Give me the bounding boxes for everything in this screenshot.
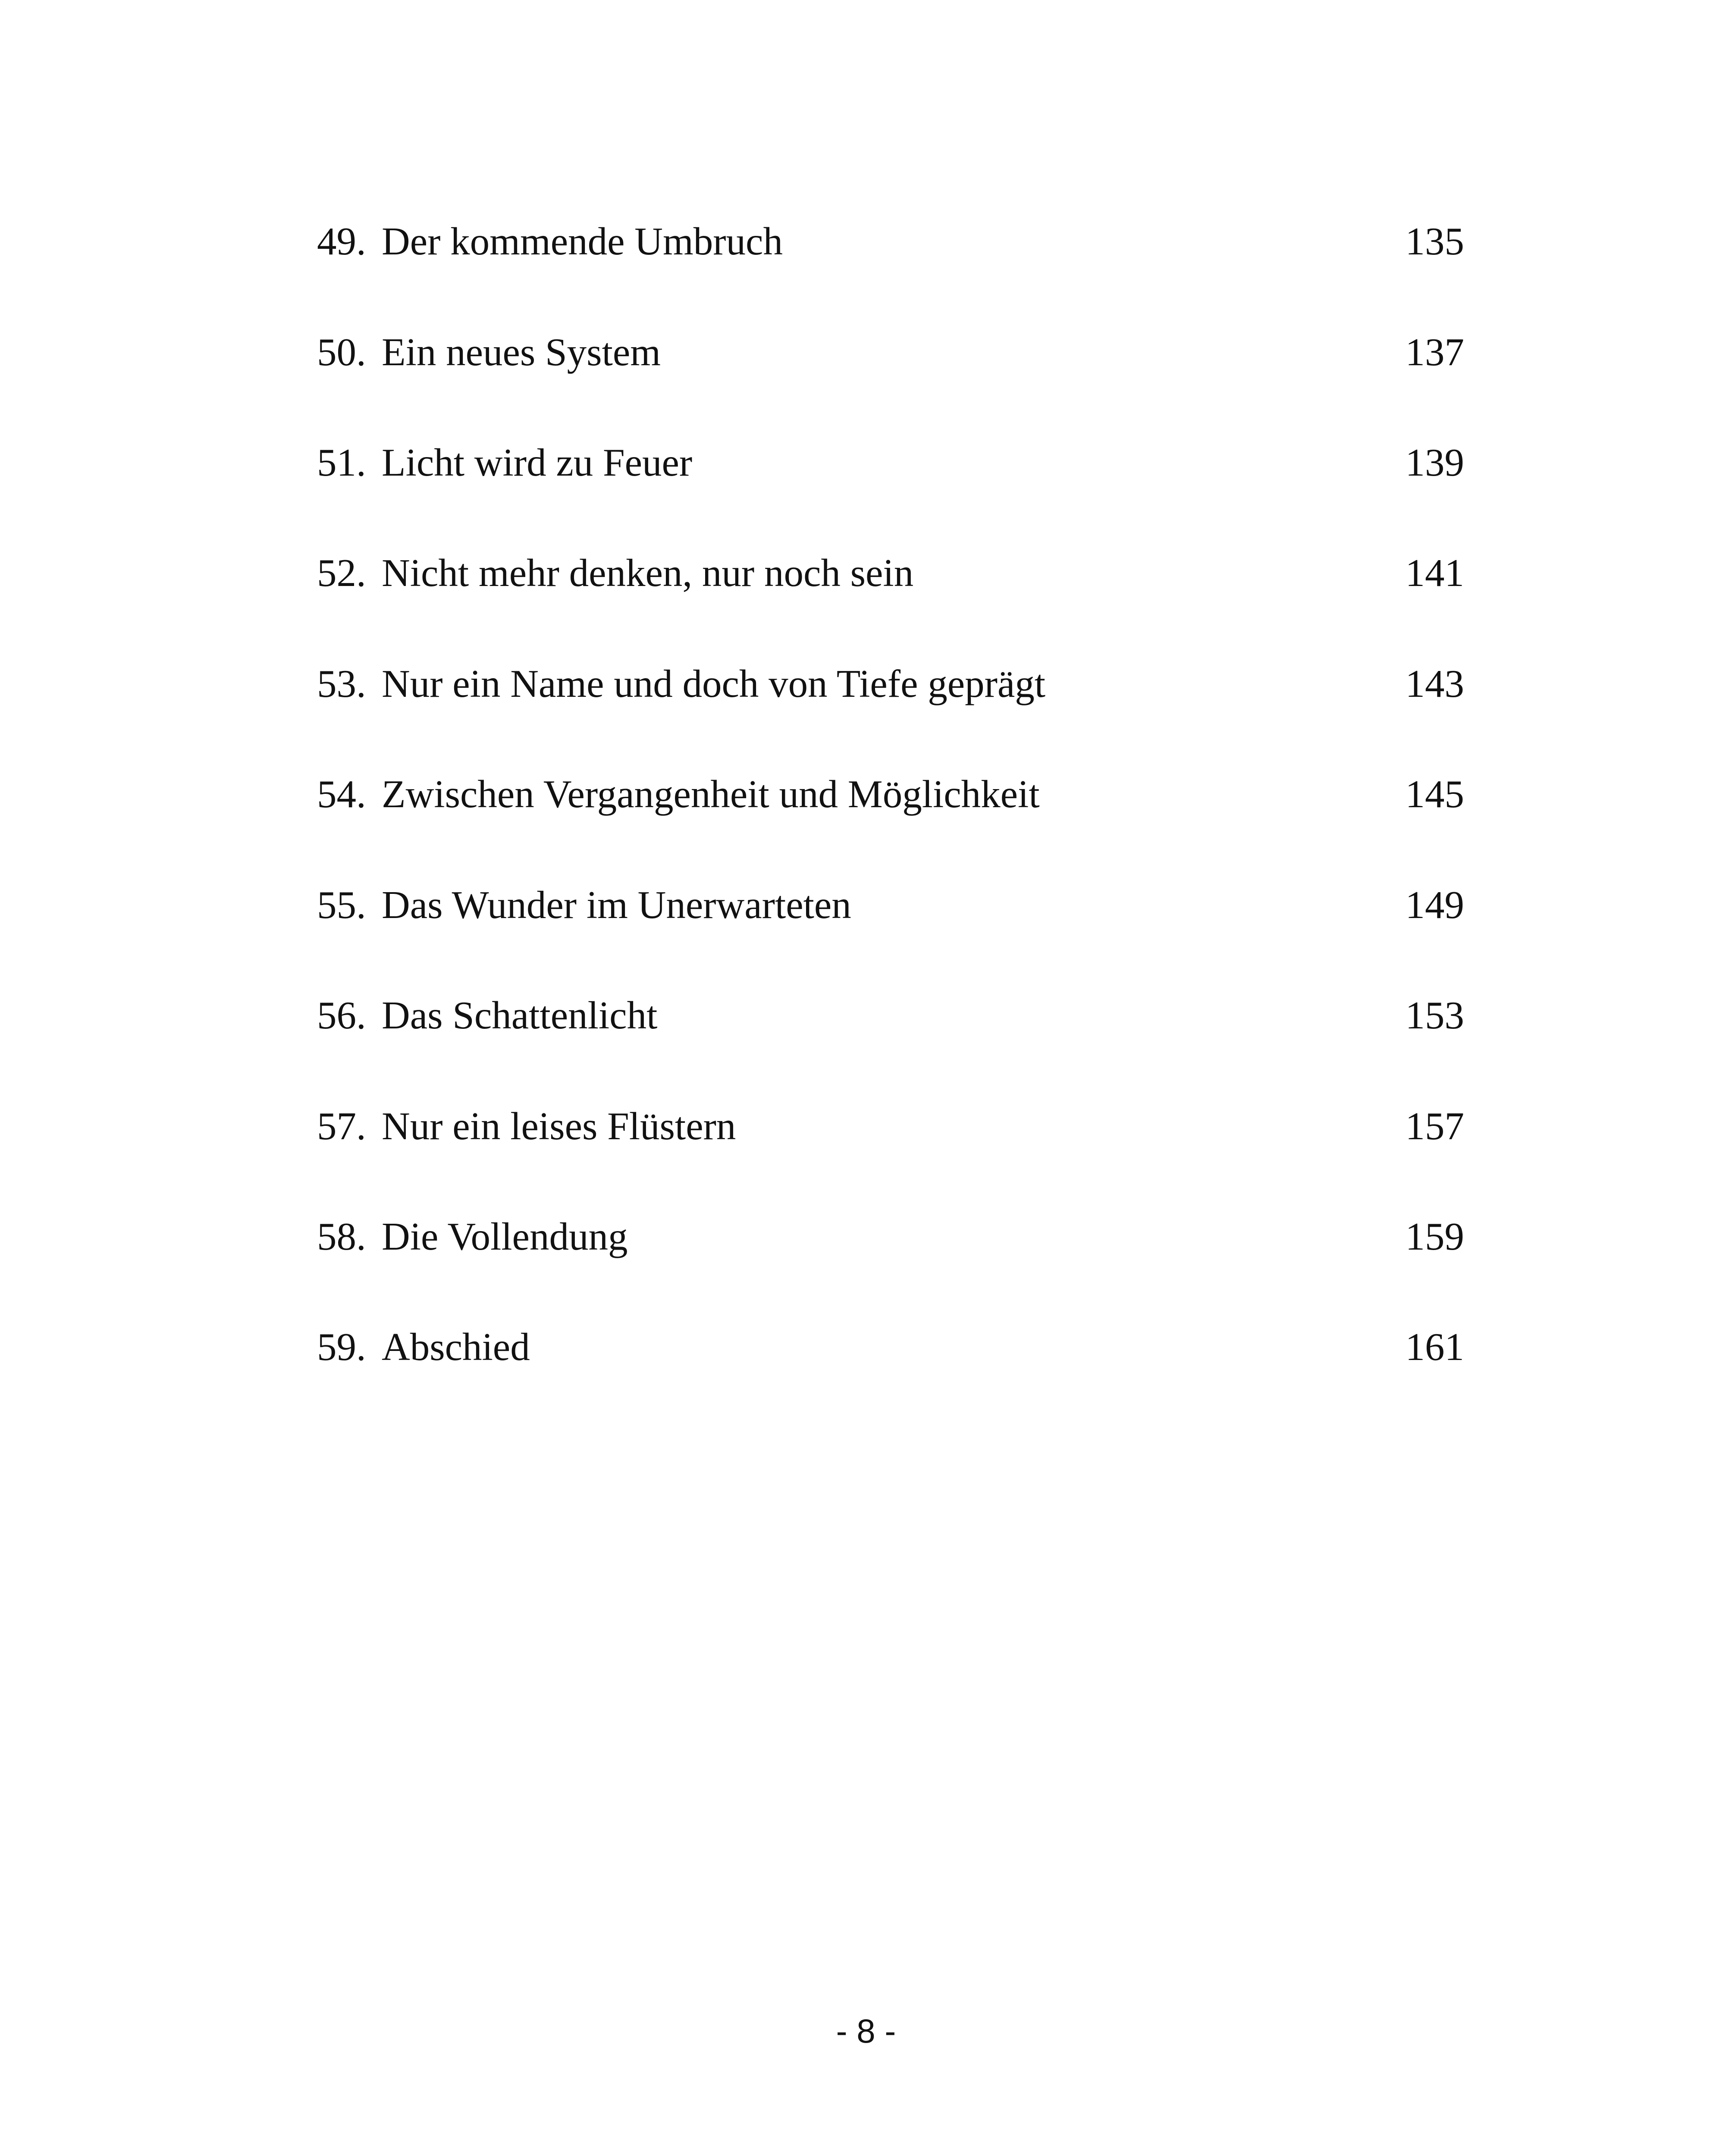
toc-entry-title: Nur ein leises Flüstern [382,1104,736,1148]
toc-entry-title: Das Wunder im Unerwarteten [382,883,851,927]
toc-entry [317,1206,1464,1267]
toc-entry-number: 52. [317,551,366,595]
toc-entry-number: 49. [317,219,366,263]
toc-entry [317,322,1464,382]
toc-entry [317,211,1464,272]
toc-entry-number: 57. [317,1104,366,1148]
toc-entry-number: 55. [317,883,366,927]
toc-entry-page: 143 [1405,662,1464,705]
page-number: - 8 - [836,2012,896,2050]
toc-entry [317,764,1464,824]
toc-entry-page: 153 [1405,993,1464,1037]
toc-entry-number: 56. [317,993,366,1037]
toc-entry-title: Nur ein Name und doch von Tiefe geprägt [382,662,1046,705]
toc-entry-title: Nicht mehr denken, nur noch sein [382,551,914,595]
toc-entry-page: 141 [1405,551,1464,595]
toc-entry-title: Ein neues System [382,330,661,374]
toc-entry [317,654,1464,714]
toc-entry-title: Das Schattenlicht [382,993,658,1037]
toc-entry-number: 58. [317,1215,366,1258]
toc-entry-page: 139 [1405,441,1464,484]
toc-entry-page: 149 [1405,883,1464,927]
toc-entry-title: Abschied [382,1325,530,1369]
toc-entry-page: 145 [1405,772,1464,816]
toc-entry-page: 161 [1405,1325,1464,1369]
toc-entry-page: 159 [1405,1215,1464,1258]
toc-entry-title: Licht wird zu Feuer [382,441,693,484]
toc-entry-page: 135 [1405,219,1464,263]
toc-entry-number: 50. [317,330,366,374]
toc-entry [317,1096,1464,1156]
toc-entry-title: Die Vollendung [382,1215,628,1258]
toc-entry-number: 54. [317,772,366,816]
toc-entry [317,985,1464,1046]
toc-entry-number: 53. [317,662,366,705]
toc-entry-title: Zwischen Vergangenheit und Möglichkeit [382,772,1040,816]
toc-entry-page: 137 [1405,330,1464,374]
toc-entry [317,432,1464,493]
toc-entry-title: Der kommende Umbruch [382,219,783,263]
toc-entry [317,1317,1464,1377]
toc-entry [317,875,1464,935]
toc-entry [317,543,1464,603]
toc-entry-number: 59. [317,1325,366,1369]
toc-entry-number: 51. [317,441,366,484]
toc-entry-page: 157 [1405,1104,1464,1148]
